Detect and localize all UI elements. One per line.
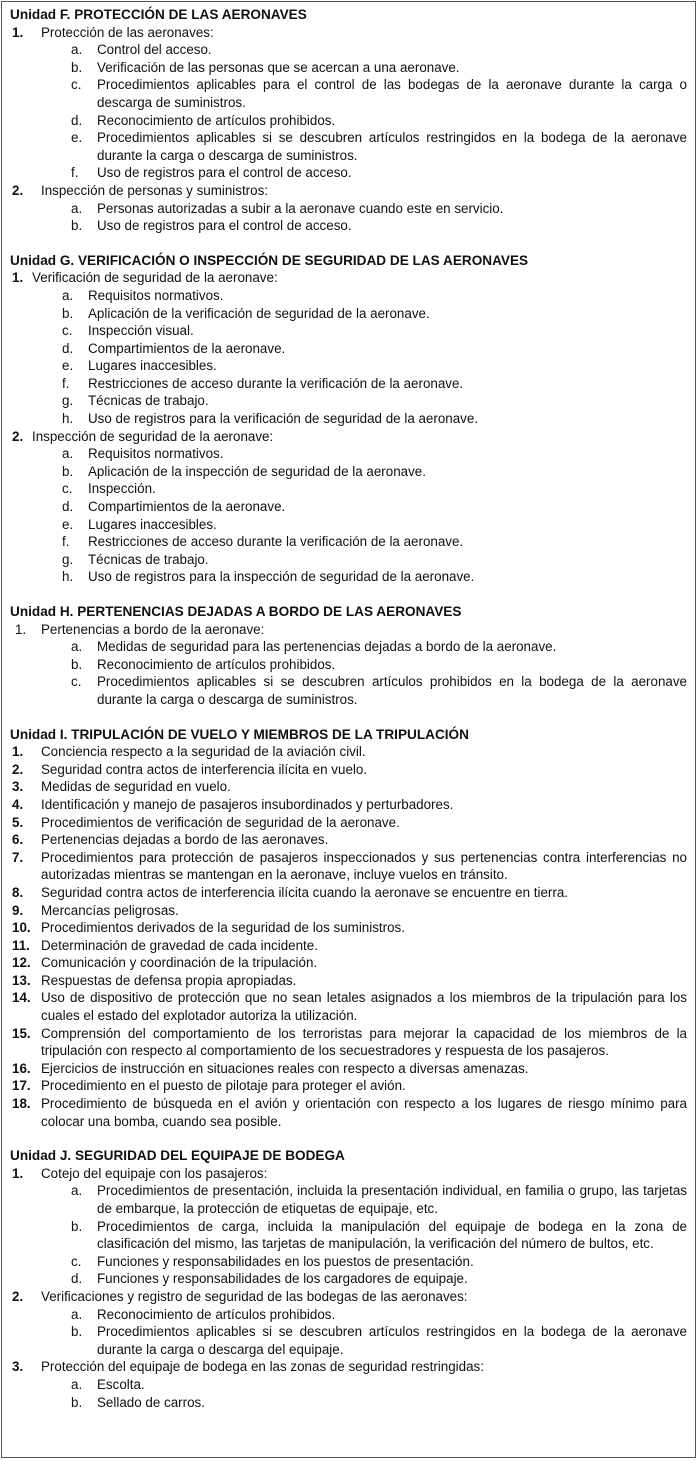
sub-item bbox=[32, 463, 687, 481]
sub-item bbox=[32, 392, 687, 410]
list-item bbox=[10, 831, 687, 849]
item-text: Seguridad contra actos de interferencia ilícita cuando la aeronave se encuentre en tierra. bbox=[41, 884, 569, 900]
sub-text: Sellado de carros. bbox=[97, 1394, 205, 1410]
item-number: 15. bbox=[12, 1025, 31, 1041]
sub-text: Aplicación de la verificación de seguridad de la aeronave. bbox=[88, 305, 430, 321]
item-number: 1. bbox=[12, 24, 24, 40]
sub-item bbox=[32, 516, 687, 534]
sub-item bbox=[41, 164, 687, 182]
sub-text: Inspección visual. bbox=[88, 323, 194, 339]
sub-item bbox=[41, 1182, 687, 1217]
sub-letter: b. bbox=[71, 1324, 83, 1340]
list-item bbox=[10, 972, 687, 990]
sub-letter: b. bbox=[71, 1394, 83, 1410]
sub-letter: b. bbox=[71, 656, 83, 672]
sub-text: Requisitos normativos. bbox=[88, 446, 224, 462]
item-number: 1. bbox=[15, 621, 27, 637]
list-item bbox=[10, 884, 687, 902]
sub-text: Funciones y responsabilidades en los puestos de presentación. bbox=[97, 1253, 474, 1269]
sub-item bbox=[41, 76, 687, 111]
item-text: Comunicación y coordinación de la tripulación. bbox=[41, 955, 318, 971]
item-text: Verificaciones y registro de seguridad de las bodegas de las aeronaves: bbox=[41, 1288, 468, 1304]
item-number: 12. bbox=[12, 955, 31, 971]
item-number: 8. bbox=[12, 884, 24, 900]
sub-letter: h. bbox=[62, 569, 74, 585]
list-item bbox=[10, 24, 687, 182]
list-item bbox=[10, 1165, 687, 1288]
item-number: 11. bbox=[12, 937, 30, 953]
sub-text: Procedimientos aplicables para el control de las bodegas de la aeronave durante la carga o descarga de suministros. bbox=[97, 77, 687, 110]
item-text: Ejercicios de instrucción en situaciones reales con respecto a diversas amenazas. bbox=[41, 1060, 529, 1076]
sub-item bbox=[41, 1394, 687, 1412]
list-item bbox=[10, 954, 687, 972]
sub-text: Lugares inaccesibles. bbox=[88, 516, 217, 532]
list-item bbox=[10, 1060, 687, 1078]
unit-title: Unidad H. PERTENENCIAS DEJADAS A BORDO DE LAS AERONAVES bbox=[10, 604, 462, 619]
item-number: 6. bbox=[12, 832, 24, 848]
sub-letter: a. bbox=[62, 446, 74, 462]
sub-item bbox=[41, 112, 687, 130]
item-number: 9. bbox=[12, 902, 24, 918]
unit-title: Unidad G. VERIFICACIÓN O INSPECCIÓN DE SEGURIDAD DE LAS AERONAVES bbox=[10, 252, 529, 268]
sub-text: Escolta. bbox=[97, 1376, 145, 1392]
sub-text: Reconocimiento de artículos prohibidos. bbox=[97, 656, 336, 672]
unit-g bbox=[10, 252, 687, 586]
sub-list bbox=[32, 287, 687, 428]
sub-item bbox=[32, 533, 687, 551]
unit-title: Unidad J. SEGURIDAD DEL EQUIPAJE DE BODEGA bbox=[10, 1148, 345, 1164]
sub-item bbox=[32, 287, 687, 305]
list-item bbox=[10, 814, 687, 832]
item-text: Seguridad contra actos de interferencia ilícita en vuelo. bbox=[41, 761, 368, 777]
sub-letter: c. bbox=[62, 481, 73, 497]
item-number: 7. bbox=[12, 849, 24, 865]
sub-letter: a. bbox=[71, 42, 83, 58]
sub-text: Procedimientos aplicables si se descubren artículos restringidos en la bodega de la aeronave durante la carga o descarga del equipaje. bbox=[97, 1324, 687, 1357]
item-number: 2. bbox=[12, 1288, 24, 1304]
sub-letter: a. bbox=[71, 639, 83, 655]
item-number: 1. bbox=[12, 1165, 24, 1181]
list-item bbox=[10, 1288, 687, 1358]
item-number: 2. bbox=[12, 182, 24, 198]
item-number: 18. bbox=[12, 1096, 31, 1112]
sub-item bbox=[41, 1270, 687, 1288]
item-text: Inspección de personas y suministros: bbox=[41, 182, 269, 198]
item-number: 1. bbox=[12, 744, 24, 760]
list-item bbox=[10, 743, 687, 761]
item-number: 5. bbox=[12, 814, 24, 830]
sub-item bbox=[32, 375, 687, 393]
sub-list bbox=[41, 638, 687, 708]
item-number: 14. bbox=[12, 990, 31, 1006]
sub-item bbox=[32, 498, 687, 516]
item-number: 17. bbox=[12, 1078, 31, 1094]
item-text: Procedimiento en el puesto de pilotaje para proteger el avión. bbox=[41, 1078, 406, 1094]
item-list bbox=[10, 621, 687, 709]
sub-item bbox=[32, 551, 687, 569]
sub-letter: b. bbox=[71, 1218, 83, 1234]
sub-letter: a. bbox=[71, 1376, 83, 1392]
sub-text: Control del acceso. bbox=[97, 42, 212, 58]
sub-item bbox=[41, 673, 687, 708]
item-text: Cotejo del equipaje con los pasajeros: bbox=[41, 1165, 268, 1181]
sub-text: Técnicas de trabajo. bbox=[88, 551, 209, 567]
sub-list bbox=[41, 200, 687, 235]
sub-item bbox=[32, 305, 687, 323]
sub-letter: h. bbox=[62, 411, 74, 427]
list-item bbox=[10, 919, 687, 937]
sub-text: Inspección. bbox=[88, 481, 156, 497]
sub-item bbox=[41, 638, 687, 656]
sub-item bbox=[41, 217, 687, 235]
sub-letter: c. bbox=[71, 1253, 82, 1269]
sub-item bbox=[32, 357, 687, 375]
sub-text: Requisitos normativos. bbox=[88, 287, 224, 303]
sub-item bbox=[41, 1323, 687, 1358]
sub-letter: f. bbox=[62, 534, 70, 550]
list-item bbox=[10, 849, 687, 884]
unit-j bbox=[10, 1147, 687, 1411]
item-text: Uso de dispositivo de protección que no sean letales asignados a los miembros de la tripulación para los cuales el estado del explotador autoriza la utilización. bbox=[41, 990, 687, 1024]
item-list bbox=[10, 269, 687, 586]
unit-title: Unidad I. TRIPULACIÓN DE VUELO Y MIEMBROS DE LA TRIPULACIÓN bbox=[10, 726, 469, 742]
sub-text: Restricciones de acceso durante la verificación de la aeronave. bbox=[88, 375, 464, 391]
sub-letter: b. bbox=[71, 218, 83, 234]
sub-letter: c. bbox=[71, 674, 82, 690]
sub-letter: d. bbox=[62, 499, 74, 515]
sub-letter: d. bbox=[71, 112, 83, 128]
item-text: Comprensión del comportamiento de los terroristas para mejorar la capacidad de los miembros de la tripulación con respecto al comportamiento de los secuestradores y respuesta de los pasajeros. bbox=[41, 1025, 687, 1059]
sub-item bbox=[41, 129, 687, 164]
sub-letter: a. bbox=[71, 1183, 83, 1199]
sub-letter: a. bbox=[71, 200, 83, 216]
list-item bbox=[10, 902, 687, 920]
sub-item bbox=[41, 1253, 687, 1271]
list-item bbox=[10, 1095, 687, 1130]
item-number: 1. bbox=[12, 270, 24, 286]
list-item bbox=[10, 621, 687, 709]
unit-i bbox=[10, 726, 687, 1131]
sub-text: Compartimientos de la aeronave. bbox=[88, 340, 286, 356]
sub-item bbox=[41, 1306, 687, 1324]
item-text: Conciencia respecto a la seguridad de la aviación civil. bbox=[41, 744, 366, 760]
sub-text: Uso de registros para el control de acceso. bbox=[97, 165, 352, 181]
sub-item bbox=[32, 322, 687, 340]
list-item bbox=[10, 428, 687, 586]
sub-letter: g. bbox=[62, 393, 74, 409]
sub-text: Uso de registros para la verificación de seguridad de la aeronave. bbox=[88, 411, 479, 427]
list-item bbox=[10, 937, 687, 955]
item-text: Medidas de seguridad en vuelo. bbox=[41, 779, 231, 795]
item-text: Respuestas de defensa propia apropiadas. bbox=[41, 972, 297, 988]
unit-title: Unidad F. PROTECCIÓN DE LAS AERONAVES bbox=[10, 7, 307, 22]
item-text: Procedimientos de verificación de seguridad de la aeronave. bbox=[41, 814, 400, 830]
sub-letter: e. bbox=[71, 130, 83, 146]
sub-letter: a. bbox=[71, 1306, 83, 1322]
item-text: Protección de las aeronaves: bbox=[41, 24, 214, 40]
sub-text: Procedimientos aplicables si se descubren artículos restringidos en la bodega de la aeronave durante la carga o descarga de suministros. bbox=[97, 130, 687, 163]
item-text: Procedimientos derivados de la seguridad de los suministros. bbox=[41, 920, 405, 936]
sub-text: Lugares inaccesibles. bbox=[88, 358, 217, 374]
sub-list bbox=[41, 1306, 687, 1359]
item-text: Pertenencias a bordo de la aeronave: bbox=[41, 621, 265, 637]
list-item bbox=[10, 778, 687, 796]
sub-text: Reconocimiento de artículos prohibidos. bbox=[97, 112, 336, 128]
item-list bbox=[10, 24, 687, 235]
item-list bbox=[10, 743, 687, 1130]
item-number: 10. bbox=[12, 920, 31, 936]
sub-letter: d. bbox=[62, 340, 74, 356]
sub-text: Medidas de seguridad para las pertenencias dejadas a bordo de la aeronave. bbox=[97, 639, 557, 655]
sub-list bbox=[41, 1376, 687, 1411]
item-number: 4. bbox=[12, 796, 24, 812]
item-number: 13. bbox=[12, 972, 31, 988]
list-item bbox=[10, 989, 687, 1024]
document-page bbox=[1, 1, 696, 1458]
unit-h bbox=[10, 603, 687, 709]
sub-letter: e. bbox=[62, 358, 74, 374]
sub-list bbox=[32, 445, 687, 586]
sub-item bbox=[32, 480, 687, 498]
sub-letter: c. bbox=[62, 323, 73, 339]
sub-letter: c. bbox=[71, 77, 82, 93]
item-text: Identificación y manejo de pasajeros insubordinados y perturbadores. bbox=[41, 796, 454, 812]
sub-letter: b. bbox=[62, 305, 74, 321]
list-item bbox=[10, 1025, 687, 1060]
item-number: 2. bbox=[12, 761, 24, 777]
item-text: Determinación de gravedad de cada incidente. bbox=[41, 937, 318, 953]
sub-text: Personas autorizadas a subir a la aeronave cuando este en servicio. bbox=[97, 200, 504, 216]
sub-letter: b. bbox=[71, 59, 83, 75]
sub-letter: d. bbox=[71, 1271, 83, 1287]
sub-item bbox=[41, 41, 687, 59]
sub-item bbox=[41, 200, 687, 218]
sub-text: Restricciones de acceso durante la verificación de la aeronave. bbox=[88, 534, 464, 550]
sub-letter: f. bbox=[62, 375, 70, 391]
sub-item bbox=[32, 568, 687, 586]
item-number: 3. bbox=[12, 779, 24, 795]
sub-letter: b. bbox=[62, 463, 74, 479]
item-number: 16. bbox=[12, 1060, 31, 1076]
sub-item bbox=[41, 656, 687, 674]
sub-text: Compartimientos de la aeronave. bbox=[88, 499, 286, 515]
sub-item bbox=[41, 59, 687, 77]
list-item bbox=[10, 1077, 687, 1095]
item-text: Inspección de seguridad de la aeronave: bbox=[32, 428, 274, 444]
sub-text: Uso de registros para el control de acceso. bbox=[97, 218, 352, 234]
sub-item bbox=[32, 340, 687, 358]
sub-letter: f. bbox=[71, 165, 79, 181]
sub-text: Procedimientos de carga, incluida la manipulación del equipaje de bodega en la zona de clasificación del mismo, las tarjetas de manipulación, la verificación del número de bultos, etc. bbox=[97, 1218, 687, 1252]
sub-text: Uso de registros para la inspección de seguridad de la aeronave. bbox=[88, 569, 475, 585]
item-text: Pertenencias dejadas a bordo de las aeronaves. bbox=[41, 832, 329, 848]
item-text: Procedimiento de búsqueda en el avión y orientación con respecto a los lugares de riesgo mínimo para colocar una bomba, cuando sea posible. bbox=[41, 1096, 687, 1129]
list-item bbox=[10, 796, 687, 814]
sub-text: Verificación de las personas que se acercan a una aeronave. bbox=[97, 59, 460, 75]
list-item bbox=[10, 1358, 687, 1411]
sub-list bbox=[41, 1182, 687, 1288]
list-item bbox=[10, 182, 687, 235]
item-text: Procedimientos para protección de pasajeros inspeccionados y sus pertenencias contra interferencias no autorizadas mientras se mantengan en la aeronave, incluye vuelos en tránsito. bbox=[41, 849, 687, 883]
sub-text: Procedimientos aplicables si se descubren artículos prohibidos en la bodega de la aeronave durante la carga o descarga de suministros. bbox=[97, 674, 687, 707]
sub-item bbox=[41, 1218, 687, 1253]
sub-text: Aplicación de la inspección de seguridad de la aeronave. bbox=[88, 463, 426, 479]
sub-text: Técnicas de trabajo. bbox=[88, 393, 209, 409]
sub-text: Procedimientos de presentación, incluida la presentación individual, en familia o grupo, las tarjetas de embarque, la protección de etiquetas de equipaje, etc. bbox=[97, 1183, 687, 1216]
item-number: 3. bbox=[12, 1359, 24, 1375]
item-list bbox=[10, 1165, 687, 1411]
sub-item bbox=[32, 410, 687, 428]
list-item bbox=[10, 269, 687, 427]
sub-item bbox=[41, 1376, 687, 1394]
unit-f bbox=[10, 6, 687, 235]
sub-letter: e. bbox=[62, 516, 74, 532]
list-item bbox=[10, 761, 687, 779]
sub-text: Funciones y responsabilidades de los cargadores de equipaje. bbox=[97, 1271, 468, 1287]
sub-list bbox=[41, 41, 687, 182]
sub-item bbox=[32, 445, 687, 463]
sub-letter: g. bbox=[62, 551, 74, 567]
sub-letter: a. bbox=[62, 287, 74, 303]
item-text: Mercancías peligrosas. bbox=[41, 902, 179, 918]
item-text: Protección del equipaje de bodega en las zonas de seguridad restringidas: bbox=[41, 1359, 484, 1375]
item-text: Verificación de seguridad de la aeronave: bbox=[32, 270, 278, 286]
sub-text: Reconocimiento de artículos prohibidos. bbox=[97, 1306, 336, 1322]
item-number: 2. bbox=[12, 428, 24, 444]
